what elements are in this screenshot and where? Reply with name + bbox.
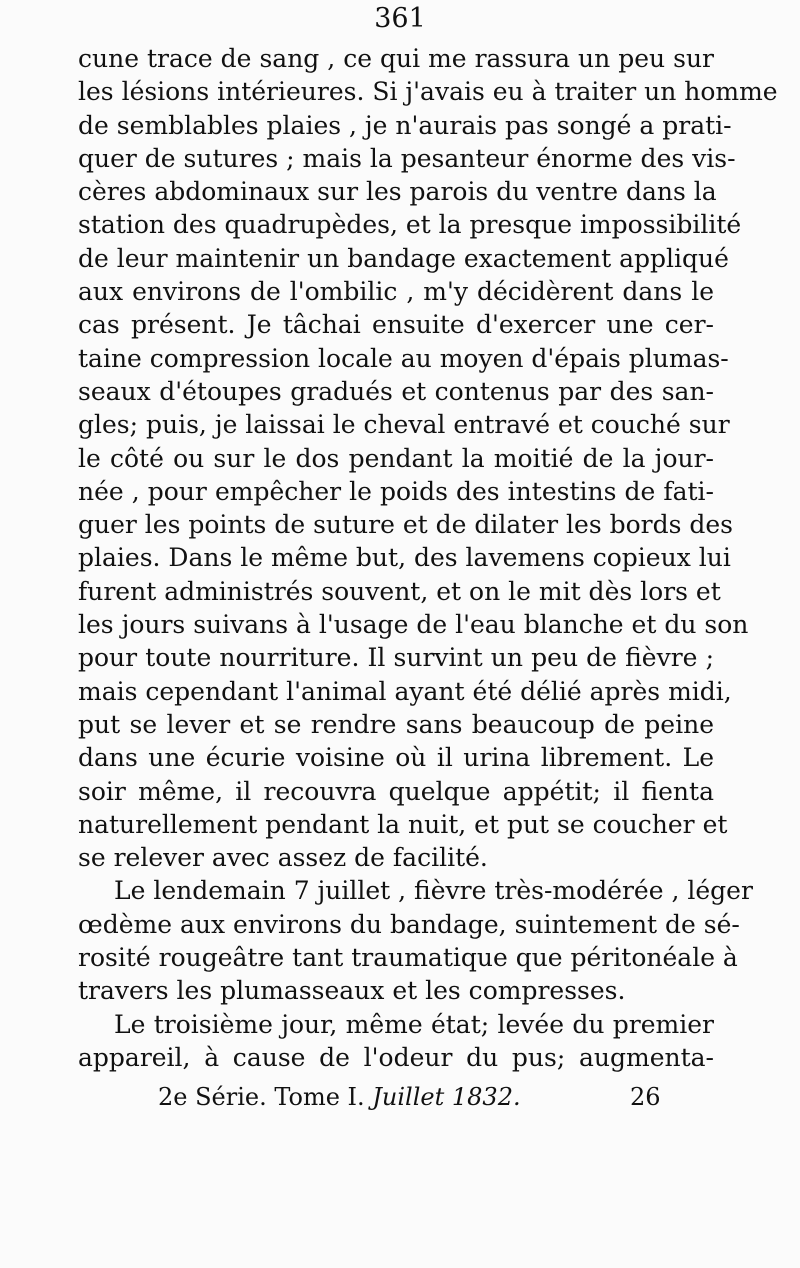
text-line: œdème aux environs du bandage, suintement de sé- <box>78 909 740 939</box>
text-line: les lésions intérieures. Si j'avais eu à traiter un homme <box>78 77 778 107</box>
text-line: de semblables plaies , je n'aurais pas songé a prati- <box>78 110 732 140</box>
text-line: seaux d'étoupes gradués et contenus par des san- <box>78 376 714 406</box>
text-line: soir même, il recouvra quelque appétit; il fienta <box>78 776 714 806</box>
text-line: taine compression locale au moyen d'épais plumas- <box>78 343 729 373</box>
text-line: pour toute nourriture. Il survint un peu de fièvre ; <box>78 643 714 673</box>
page-number: 361 <box>374 3 426 34</box>
text-line: cune trace de sang , ce qui me rassura un peu sur <box>78 44 714 73</box>
text-line: de leur maintenir un bandage exactement appliqué <box>78 243 729 273</box>
footer-signature <box>158 1082 658 1112</box>
text-line: gles; puis, je laissai le cheval entravé et couché sur <box>78 410 730 440</box>
text-line: se relever avec assez de facilité. <box>78 843 488 873</box>
signature-number: 26 <box>630 1083 661 1111</box>
text-line: put se lever et se rendre sans beaucoup de peine <box>78 709 714 739</box>
text-line: quer de sutures ; mais la pesanteur énorme des vis- <box>78 143 736 173</box>
text-line: guer les points de suture et de dilater les bords des <box>78 510 734 540</box>
text-line: naturellement pendant la nuit, et put se coucher et <box>78 809 728 839</box>
text-line: station des quadrupèdes, et la presque impossibilité <box>78 210 742 240</box>
text-line: plaies. Dans le même but, des lavemens copieux lui <box>78 543 731 573</box>
text-line: le côté ou sur le dos pendant la moitié de la jour- <box>78 443 714 473</box>
text-line: appareil, à cause de l'odeur du pus; augmenta- <box>78 1042 714 1072</box>
text-line: Le lendemain 7 juillet , fièvre très-modérée , léger <box>114 876 753 906</box>
text-line: aux environs de l'ombilic , m'y décidèrent dans le <box>78 277 714 307</box>
text-line: rosité rougeâtre tant traumatique que péritonéale à <box>78 943 738 973</box>
text-line: travers les plumasseaux et les compresses. <box>78 976 626 1006</box>
text-line: les jours suivans à l'usage de l'eau blanche et du son <box>78 610 749 640</box>
series-label: 2e Série. Tome I. <box>158 1083 365 1111</box>
text-line: cères abdominaux sur les parois du ventre dans la <box>78 177 717 207</box>
text-line: Le troisième jour, même état; levée du premier <box>114 1009 714 1039</box>
text-line: mais cependant l'animal ayant été délié après midi, <box>78 676 732 706</box>
body-text <box>78 42 778 1074</box>
text-line: dans une écurie voisine où il urina librement. Le <box>78 743 714 773</box>
issue-label: Juillet 1832. <box>372 1083 521 1111</box>
text-line: furent administrés souvent, et on le mit dès lors et <box>78 576 721 606</box>
text-line: née , pour empêcher le poids des intestins de fati- <box>78 476 714 506</box>
text-line: cas présent. Je tâchai ensuite d'exercer une cer- <box>78 310 714 340</box>
